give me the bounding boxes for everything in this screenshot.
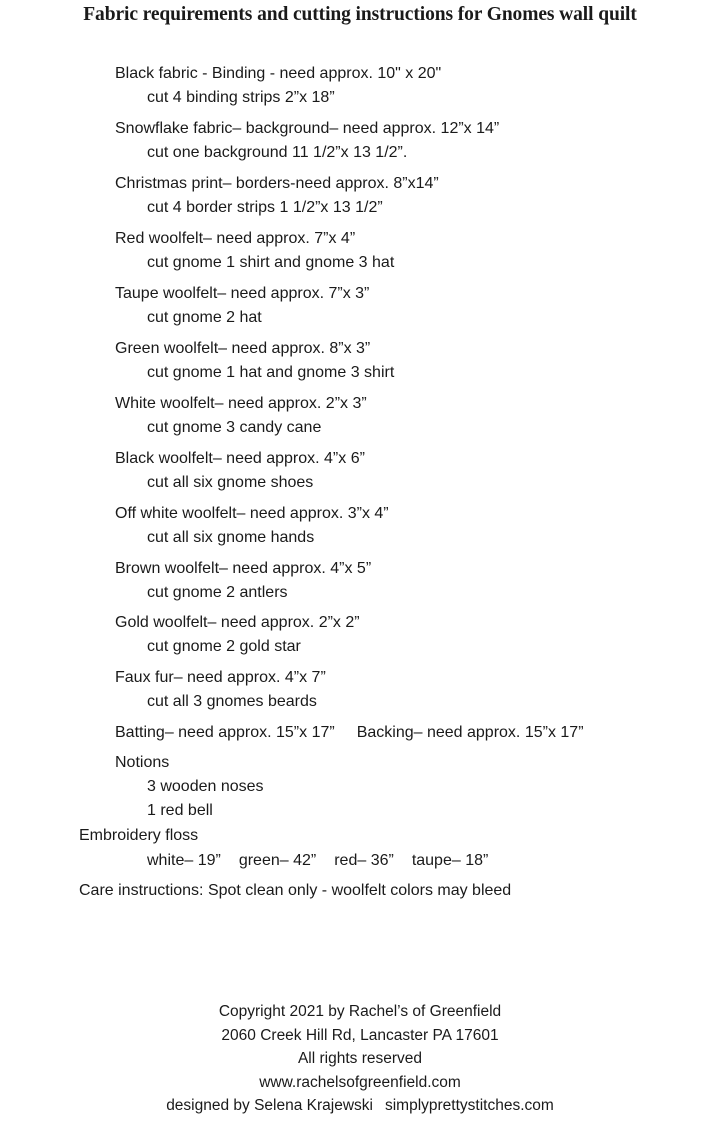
item-text: Christmas print– borders-need approx. 8”x14” — [115, 175, 439, 192]
designer-site: simplyprettystitches.com — [384, 1097, 554, 1114]
item-subtext: cut gnome 3 candy cane — [147, 419, 322, 436]
item-subtext: cut gnome 2 antlers — [147, 584, 288, 601]
item-subtext: cut gnome 1 shirt and gnome 3 hat — [147, 254, 395, 271]
item-subtext: cut all six gnome shoes — [147, 474, 314, 491]
item-text — [115, 721, 584, 745]
item-text: Snowflake fabric– background– need approx. 12”x 14” — [115, 120, 500, 137]
floss-red: red– 36” — [334, 852, 394, 869]
floss-amounts — [147, 849, 488, 873]
item-text: Off white woolfelt– need approx. 3”x 4” — [115, 505, 389, 522]
website-link: www.rachelsofgreenfield.com — [259, 1073, 461, 1091]
item-subtext: cut all six gnome hands — [147, 529, 315, 546]
item-subtext: 1 red bell — [147, 802, 213, 819]
designer-line — [0, 1094, 720, 1118]
footer — [0, 1000, 720, 1118]
floss-green: green– 42” — [238, 852, 317, 869]
designer-name: designed by Selena Krajewski — [166, 1097, 373, 1114]
page-title: Fabric requirements and cutting instructions for Gnomes wall quilt — [83, 4, 637, 25]
floss-white: white– 19” — [147, 852, 221, 869]
item-subtext: cut one background 11 1/2”x 13 1/2”. — [147, 144, 408, 161]
item-subtext: cut 4 border strips 1 1/2”x 13 1/2” — [147, 199, 383, 216]
item-text: Red woolfelt– need approx. 7”x 4” — [115, 230, 356, 247]
rights-line: All rights reserved — [297, 1050, 423, 1067]
floss-label: Embroidery floss — [79, 827, 199, 844]
address-line: 2060 Creek Hill Rd, Lancaster PA 17601 — [221, 1026, 499, 1044]
item-subtext: cut all 3 gnomes beards — [147, 693, 317, 710]
item-subtext: cut gnome 2 hat — [147, 309, 262, 326]
item-text: Faux fur– need approx. 4”x 7” — [115, 669, 326, 686]
copyright-line: Copyright 2021 by Rachel’s of Greenfield — [218, 1003, 502, 1020]
floss-taupe: taupe– 18” — [411, 852, 489, 869]
item-text: Black fabric - Binding - need approx. 10" x 20" — [115, 65, 442, 82]
item-text: Notions — [115, 754, 170, 771]
batting-text: Batting– need approx. 15”x 17” — [115, 724, 335, 741]
item-subtext: cut gnome 2 gold star — [147, 638, 301, 655]
item-text: Black woolfelt– need approx. 4”x 6” — [115, 450, 365, 467]
item-text: Green woolfelt– need approx. 8”x 3” — [115, 340, 371, 357]
item-text: White woolfelt– need approx. 2”x 3” — [115, 395, 367, 412]
item-text: Taupe woolfelt– need approx. 7”x 3” — [115, 285, 370, 302]
backing-text: Backing– need approx. 15”x 17” — [356, 724, 584, 741]
item-subtext: 3 wooden noses — [147, 778, 264, 795]
item-text: Brown woolfelt– need approx. 4”x 5” — [115, 560, 372, 577]
care-instructions: Care instructions: Spot clean only - woolfelt colors may bleed — [79, 882, 512, 899]
item-subtext: cut 4 binding strips 2”x 18” — [147, 89, 335, 106]
item-subtext: cut gnome 1 hat and gnome 3 shirt — [147, 364, 395, 381]
item-text: Gold woolfelt– need approx. 2”x 2” — [115, 614, 360, 631]
